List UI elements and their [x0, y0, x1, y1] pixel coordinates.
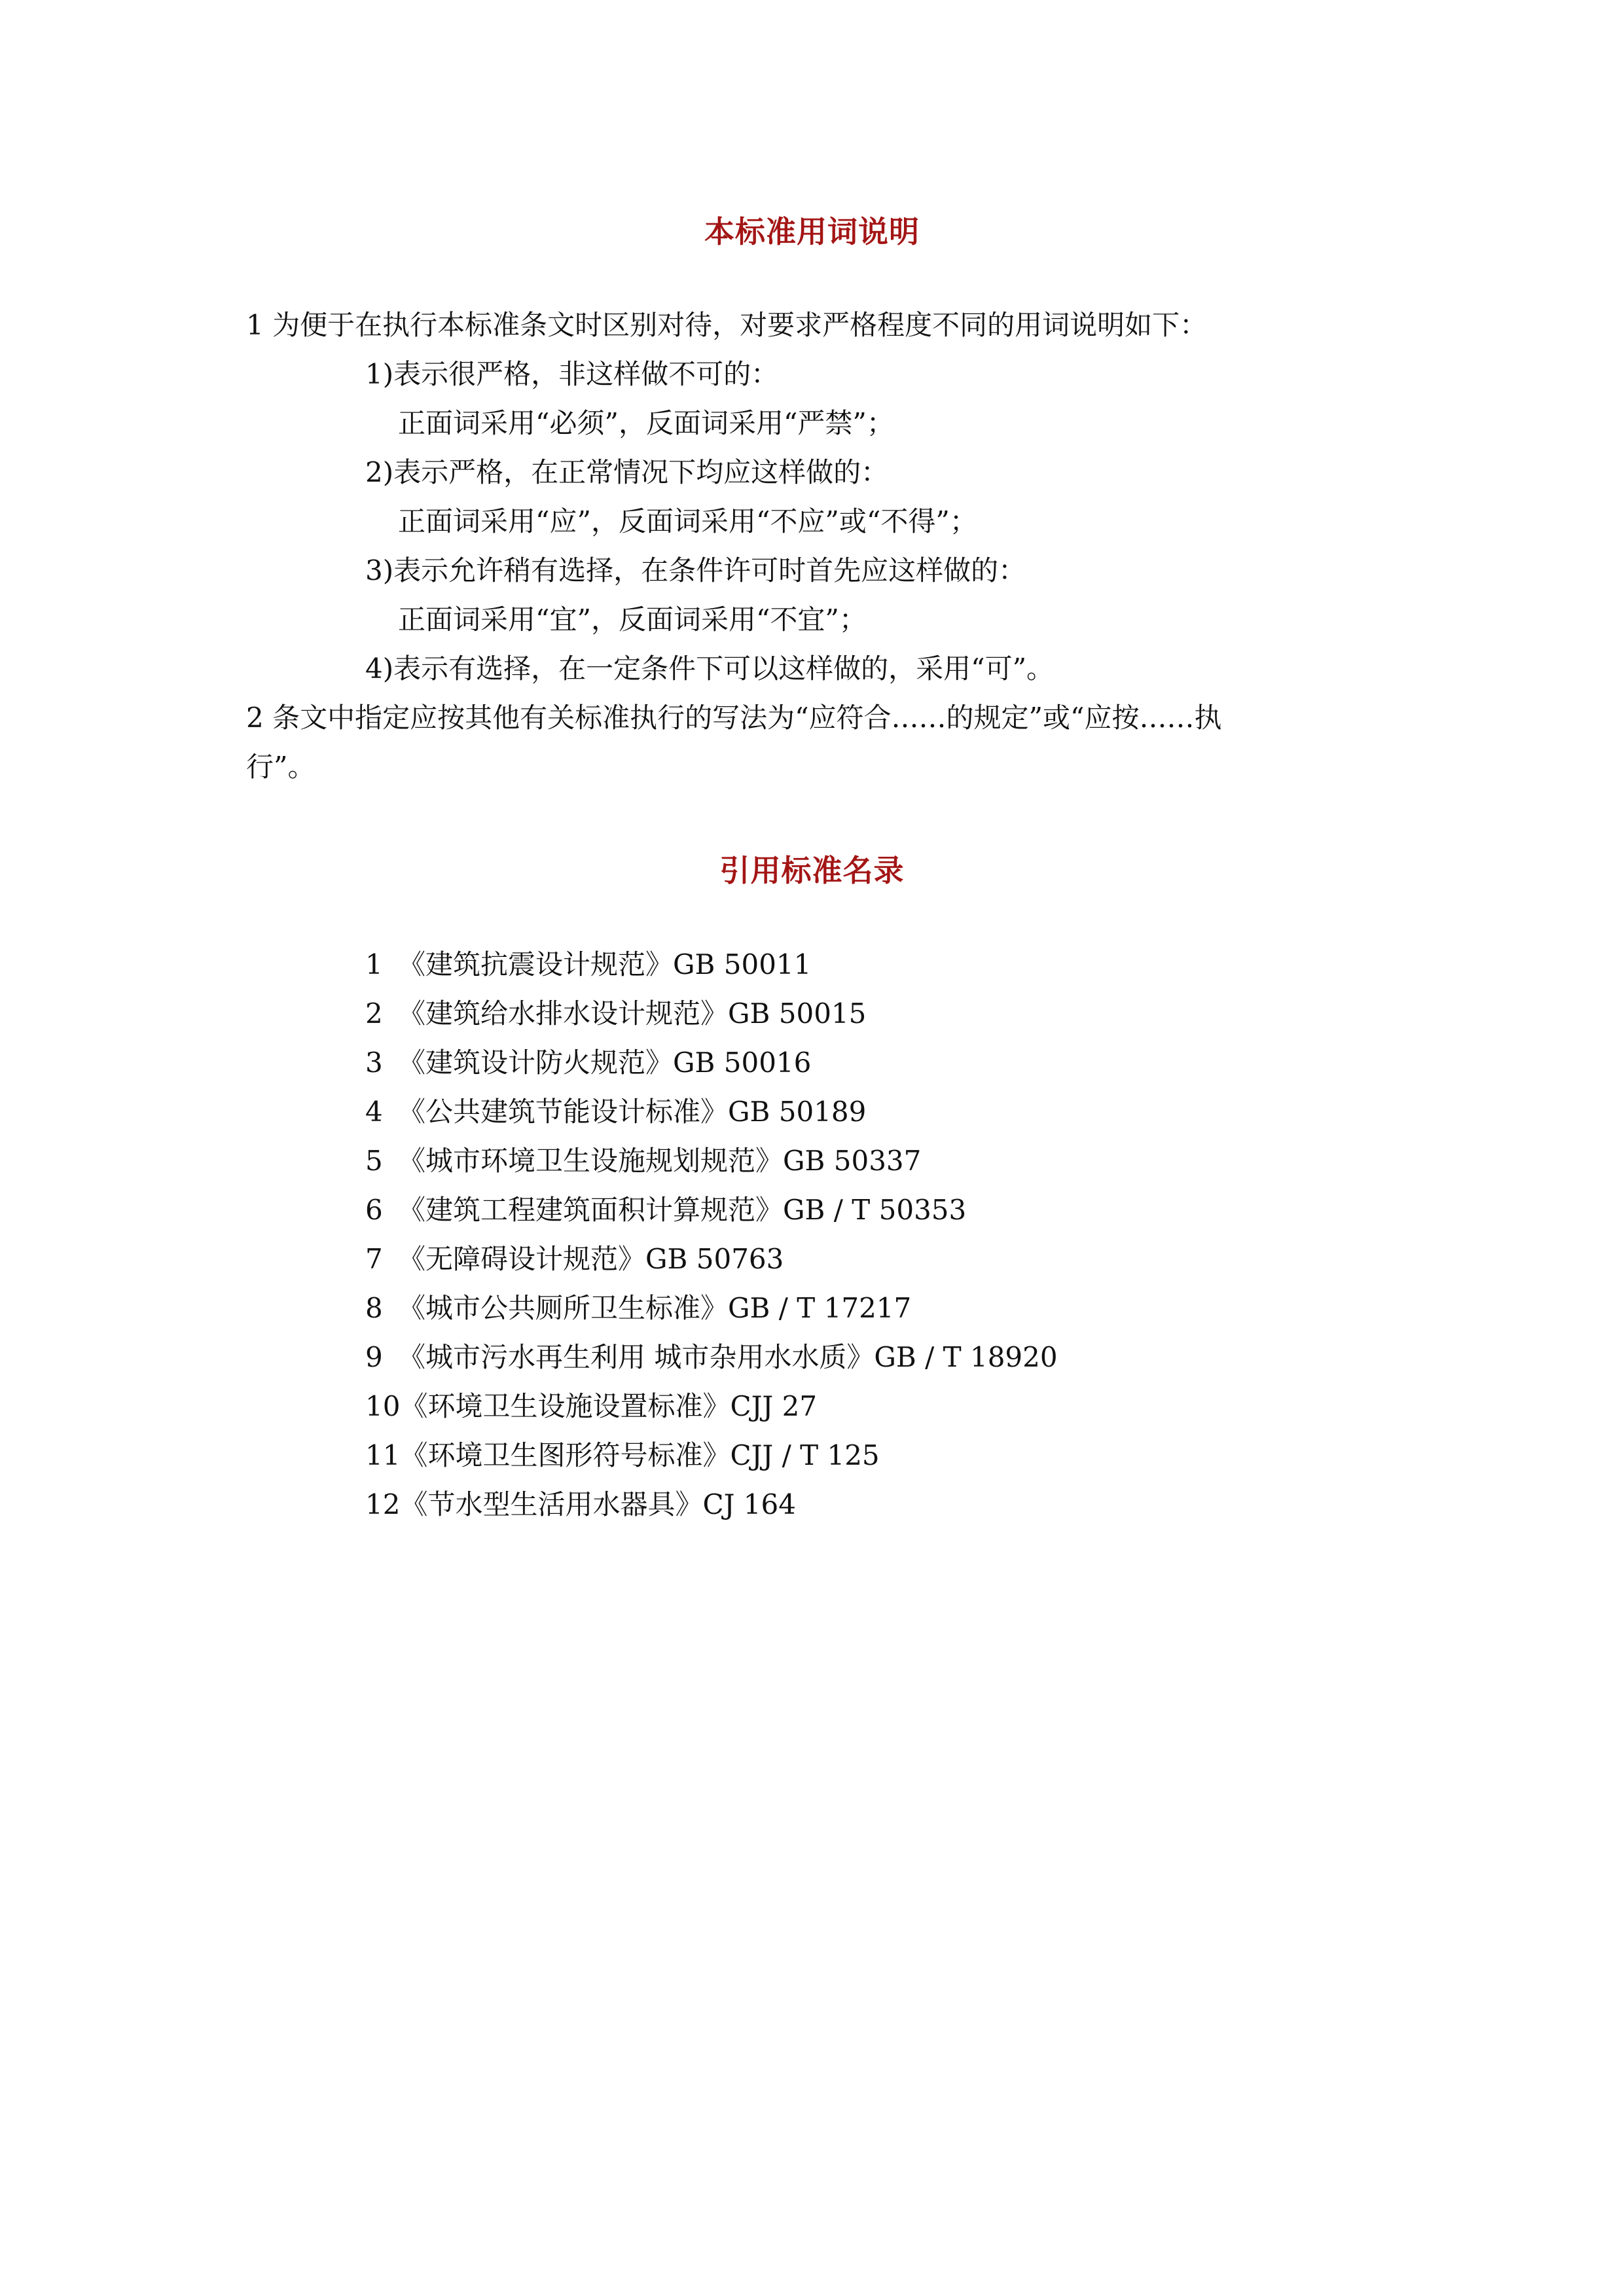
- reference-text: 《城市公共厕所卫生标准》GB / T 17217: [398, 1292, 912, 1324]
- reference-number: 12: [365, 1488, 401, 1520]
- reference-number: 3: [365, 1047, 383, 1079]
- reference-item: [365, 997, 867, 1030]
- terms-line-9: 2 条文中指定应按其他有关标准执行的写法为“应符合……的规定”或“应按……执: [246, 702, 1222, 734]
- reference-item: [365, 948, 812, 980]
- reference-item: [365, 1341, 1058, 1373]
- reference-item: [365, 1488, 796, 1520]
- reference-text: 《建筑工程建筑面积计算规范》GB / T 50353: [398, 1194, 967, 1226]
- terms-line-3: 正面词采用“必须”，反面词采用“严禁”；: [398, 407, 894, 439]
- reference-text: 《节水型生活用水器具》CJ 164: [400, 1488, 796, 1520]
- reference-number: 4: [365, 1096, 383, 1128]
- reference-item: [365, 1292, 912, 1324]
- reference-text: 《建筑抗震设计规范》GB 50011: [398, 948, 812, 980]
- reference-item: [365, 1243, 784, 1275]
- reference-number: 2: [365, 997, 383, 1030]
- reference-item: [365, 1147, 921, 1175]
- reference-number: 11: [365, 1439, 401, 1471]
- section-title-references: 引用标准名录: [719, 853, 905, 888]
- reference-number: 1: [365, 948, 383, 980]
- reference-item: [365, 1439, 880, 1471]
- terms-line-6: 3)表示允许稍有选择，在条件许可时首先应这样做的：: [365, 554, 1026, 586]
- terms-line-4: 2)表示严格，在正常情况下均应这样做的：: [365, 456, 889, 488]
- reference-item: [365, 1196, 966, 1224]
- reference-text: 《城市环境卫生设施规划规范》GB 50337: [398, 1145, 922, 1177]
- reference-number: 7: [365, 1243, 383, 1275]
- reference-text: 《环境卫生设施设置标准》CJJ 27: [400, 1390, 818, 1422]
- reference-number: 9: [365, 1341, 383, 1373]
- reference-text: 《建筑设计防火规范》GB 50016: [398, 1047, 812, 1079]
- terms-line-10: 行”。: [246, 751, 316, 783]
- reference-text: 《建筑给水排水设计规范》GB 50015: [398, 997, 867, 1030]
- reference-number: 10: [365, 1390, 401, 1422]
- section-title-terms: 本标准用词说明: [704, 214, 920, 249]
- reference-text: 《城市污水再生利用 城市杂用水水质》GB / T 18920: [398, 1341, 1058, 1373]
- terms-line-8: 4)表示有选择，在一定条件下可以这样做的，采用“可”。: [365, 653, 1055, 685]
- reference-text: 《无障碍设计规范》GB 50763: [398, 1243, 784, 1275]
- reference-number: 6: [365, 1194, 383, 1226]
- terms-line-5: 正面词采用“应”，反面词采用“不应”或“不得”；: [398, 505, 977, 537]
- reference-text: 《公共建筑节能设计标准》GB 50189: [398, 1096, 867, 1128]
- reference-number: 8: [365, 1292, 383, 1324]
- reference-item: [365, 1049, 811, 1077]
- reference-item: [365, 1390, 818, 1422]
- reference-text: 《环境卫生图形符号标准》CJJ / T 125: [400, 1439, 880, 1471]
- reference-item: [365, 1098, 866, 1126]
- reference-number: 5: [365, 1145, 383, 1177]
- terms-line-7: 正面词采用“宜”，反面词采用“不宜”；: [398, 603, 867, 636]
- terms-line-1: 1 为便于在执行本标准条文时区别对待，对要求严格程度不同的用词说明如下：: [246, 309, 1208, 341]
- terms-line-2: 1)表示很严格，非这样做不可的：: [365, 358, 779, 390]
